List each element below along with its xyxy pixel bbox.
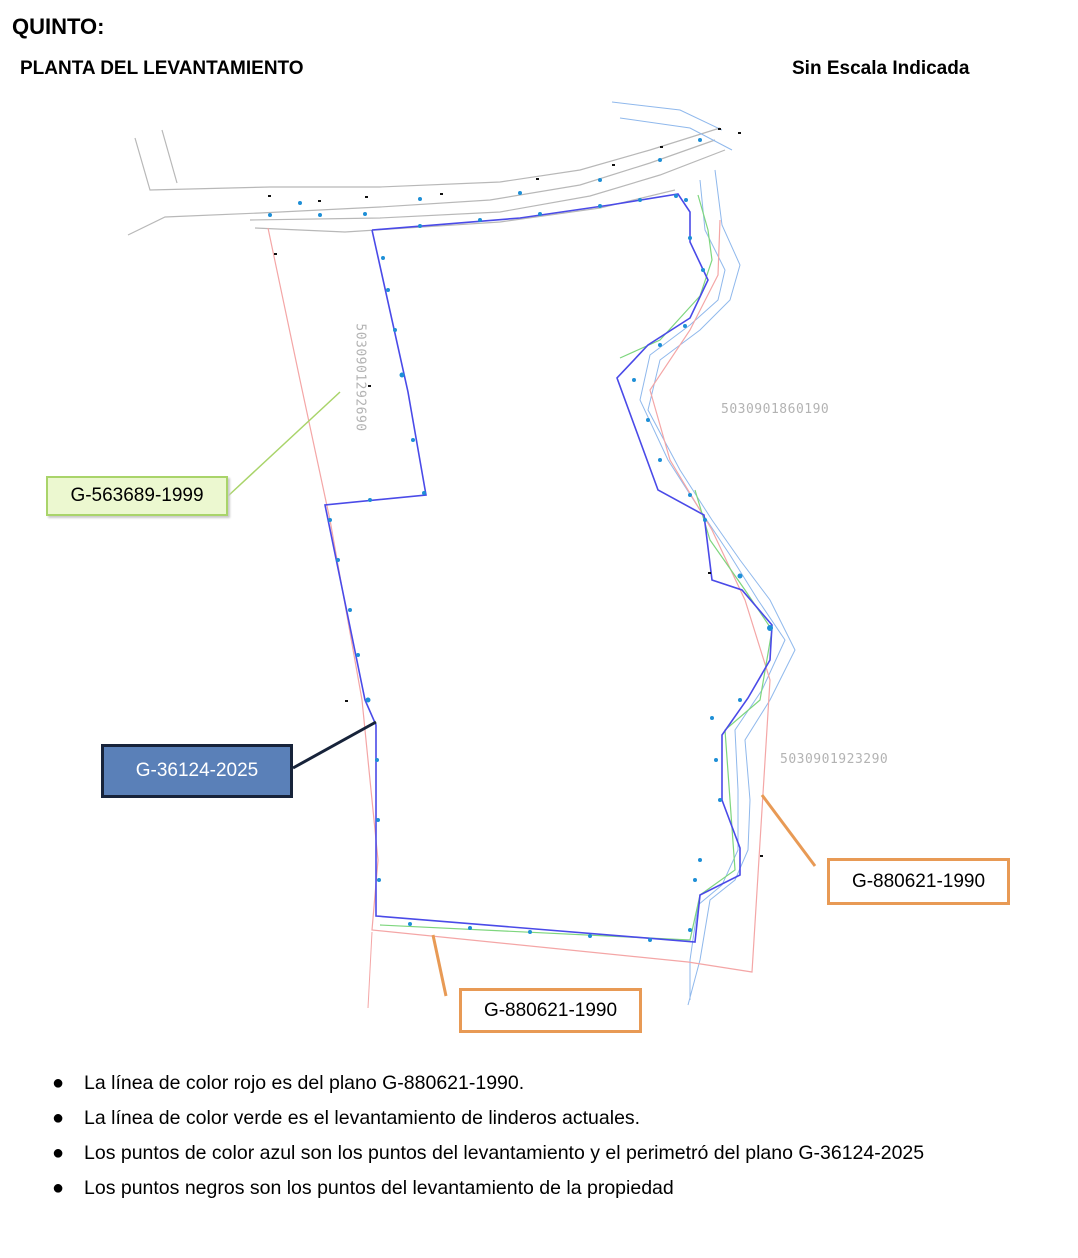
- parcel-id-label: 5030901292690: [352, 323, 368, 432]
- callout-g-563689-1999: G-563689-1999: [46, 476, 228, 516]
- red-plan-line: [368, 932, 372, 1008]
- creek-lines: [612, 102, 795, 1005]
- creek-line: [640, 180, 785, 1000]
- scale-note: Sin Escala Indicada: [792, 58, 970, 79]
- road-line: [128, 140, 715, 235]
- leader-line-563689: [228, 392, 340, 496]
- creek-line: [620, 118, 732, 150]
- plan-title: PLANTA DEL LEVANTAMIENTO: [20, 58, 304, 79]
- legend-item: ● La línea de color verde es el levantamiento de linderos actuales.: [52, 1101, 1062, 1136]
- bullet-icon: ●: [52, 1107, 65, 1129]
- bullet-icon: ●: [52, 1142, 65, 1164]
- callout-g-880621-1990-right: G-880621-1990: [827, 858, 1010, 905]
- road-line: [162, 130, 177, 183]
- creek-line: [612, 102, 722, 130]
- green-boundary-line: [380, 490, 772, 940]
- leader-line-880621-right: [762, 795, 815, 866]
- callout-g-36124-2025: G-36124-2025: [101, 744, 293, 798]
- legend-item: ● Los puntos negros son los puntos del levantamiento de la propiedad: [52, 1171, 1062, 1206]
- road-line: [255, 190, 675, 232]
- road-lines: [128, 128, 725, 235]
- survey-map: [0, 90, 1078, 1050]
- bullet-icon: ●: [52, 1072, 65, 1094]
- road-line: [135, 128, 720, 190]
- bullet-icon: ●: [52, 1177, 65, 1199]
- section-heading: QUINTO:: [12, 14, 105, 39]
- legend-item: ● Los puntos de color azul son los puntos del levantamiento y el perimetró del plano G-36124-2025: [52, 1136, 1062, 1171]
- legend-item: ● La línea de color rojo es del plano G-880621-1990.: [52, 1066, 1062, 1101]
- blue-perimeter-line: [325, 194, 772, 942]
- parcel-id-label: 5030901923290: [780, 752, 889, 767]
- leader-line-36124: [293, 722, 376, 768]
- callout-g-880621-1990-bottom: G-880621-1990: [459, 988, 642, 1033]
- parcel-id-label: 5030901860190: [721, 402, 830, 417]
- leader-line-880621-bottom: [433, 935, 446, 996]
- legend-list: [52, 1066, 1062, 1206]
